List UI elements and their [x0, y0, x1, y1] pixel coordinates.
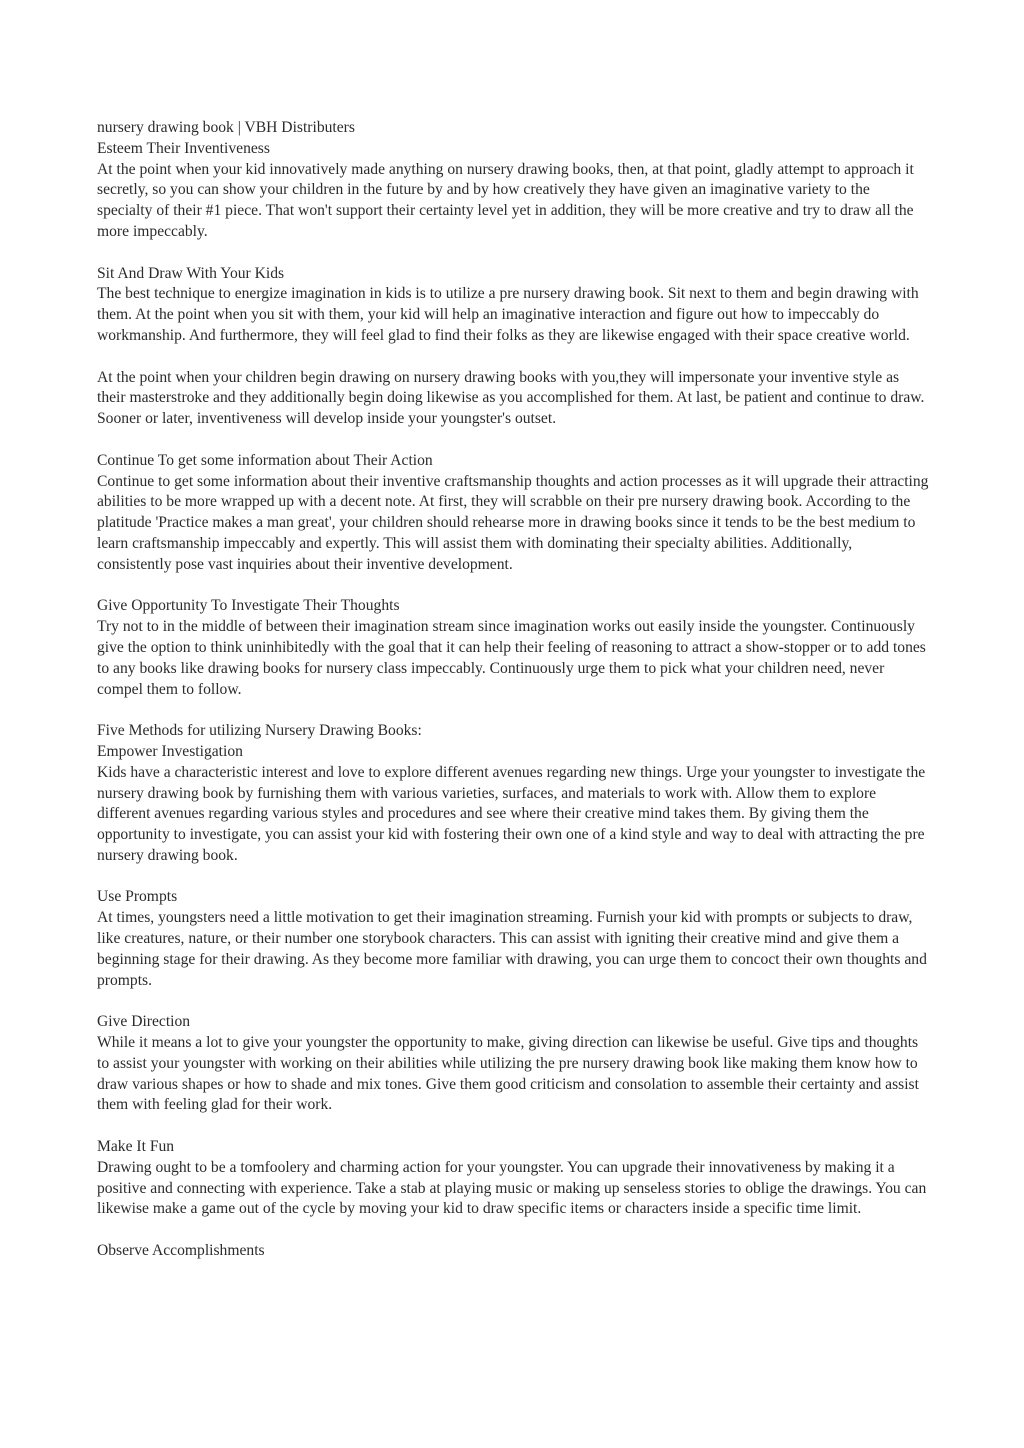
- section-body: At the point when your kid innovatively made anything on nursery drawing books, then, at that point, gladly attempt to approach it secretly, so you can show your children in the future by and by how creatively they have given an imaginative variety to the specialty of their #1 piece. That won't support their certainty level yet in addition, they will be more creative and try to draw all the more impeccably.: [97, 160, 914, 240]
- section-1: [97, 118, 929, 243]
- section-heading: Esteem Their Inventiveness: [97, 139, 270, 157]
- section-heading: Sit And Draw With Your Kids: [97, 264, 285, 282]
- section-8: [97, 1012, 929, 1116]
- section-body: The best technique to energize imagination in kids is to utilize a pre nursery drawing book. Sit next to them and begin drawing with them. At the point when you sit with them, your kid will help an imaginative interaction and figure out how to impeccably do workmanship. And furthermore, they will feel glad to find their folks as they are likewise engaged with their space creative world.: [97, 285, 919, 344]
- section-body: At times, youngsters need a little motivation to get their imagination streaming. Furnish your kid with prompts or subjects to draw, like creatures, nature, or their number one storybook characters. This can assist with igniting their creative mind and give them a beginning stage for their drawing. As they become more familiar with drawing, you can urge them to concoct their own thoughts and prompts.: [97, 909, 927, 989]
- section-heading: Continue To get some information about Their Action: [97, 451, 433, 469]
- section-10: [97, 1241, 929, 1262]
- section-heading: Five Methods for utilizing Nursery Drawing Books:: [97, 722, 422, 740]
- document-title: nursery drawing book | VBH Distributers: [97, 119, 355, 136]
- section-subheading: Empower Investigation: [97, 742, 243, 760]
- section-body: While it means a lot to give your youngster the opportunity to make, giving direction can likewise be useful. Give tips and thoughts to assist your youngster with working on their abilities while utilizing the pre nursery drawing book like making them know how to draw various shapes or how to shade and mix tones. Give them good criticism and consolation to assemble their certainty and assist them with feeling glad for their work.: [97, 1034, 919, 1114]
- section-body: Try not to in the middle of between their imagination stream since imagination works out easily inside the youngster. Continuously give the option to think uninhibitedly with the goal that it can help their feeling of reasoning to attract a show-stopper or to add tones to any books like drawing books for nursery class impeccably. Continuously urge them to pick what your children need, never compel them to follow.: [97, 618, 926, 698]
- section-heading: Give Direction: [97, 1013, 191, 1031]
- section-heading: Use Prompts: [97, 888, 178, 906]
- section-6: [97, 721, 929, 867]
- section-body: Continue to get some information about their inventive craftsmanship thoughts and action processes as it will upgrade their attracting abilities to be more wrapped up with a decent note. At first, they will scrabble on their pre nursery drawing book. According to the platitude 'Practice makes a man great', your children should rehearse more in drawing books since it tends to be the best medium to learn craftsmanship impeccably and expertly. This will assist them with dominating their specialty abilities. Additionally, consistently pose vast inquiries about their inventive development.: [97, 472, 929, 573]
- section-7: [97, 887, 929, 991]
- section-body: Kids have a characteristic interest and love to explore different avenues regarding new things. Urge your youngster to investigate the nursery drawing book by furnishing them with various varieties, surfaces, and materials to work with. Allow them to explore different avenues regarding various styles and procedures and see where their creative mind takes them. By giving them the opportunity to investigate, you can assist your kid with fostering their own one of a kind style and way to deal with attracting the pre nursery drawing book.: [97, 763, 926, 864]
- section-body: Drawing ought to be a tomfoolery and charming action for your youngster. You can upgrade their innovativeness by making it a positive and connecting with experience. Take a stab at playing music or making up senseless stories to oblige the drawings. You can likewise make a game out of the cycle by moving your kid to draw specific items or characters inside a specific time limit.: [97, 1158, 927, 1218]
- document-page: [97, 118, 929, 1262]
- section-4: [97, 451, 929, 576]
- section-body: At the point when your children begin drawing on nursery drawing books with you,they will impersonate your inventive style as their masterstroke and they additionally begin doing likewise as you accomplished for them. At last, be patient and continue to draw. Sooner or later, inventiveness will develop inside your youngster's outset.: [97, 368, 925, 428]
- section-heading: Make It Fun: [97, 1138, 175, 1156]
- section-2: [97, 264, 929, 347]
- section-9: [97, 1137, 929, 1220]
- section-5: [97, 596, 929, 700]
- section-3: [97, 368, 929, 430]
- section-heading: Give Opportunity To Investigate Their Thoughts: [97, 597, 400, 615]
- section-heading: Observe Accomplishments: [97, 1242, 265, 1260]
